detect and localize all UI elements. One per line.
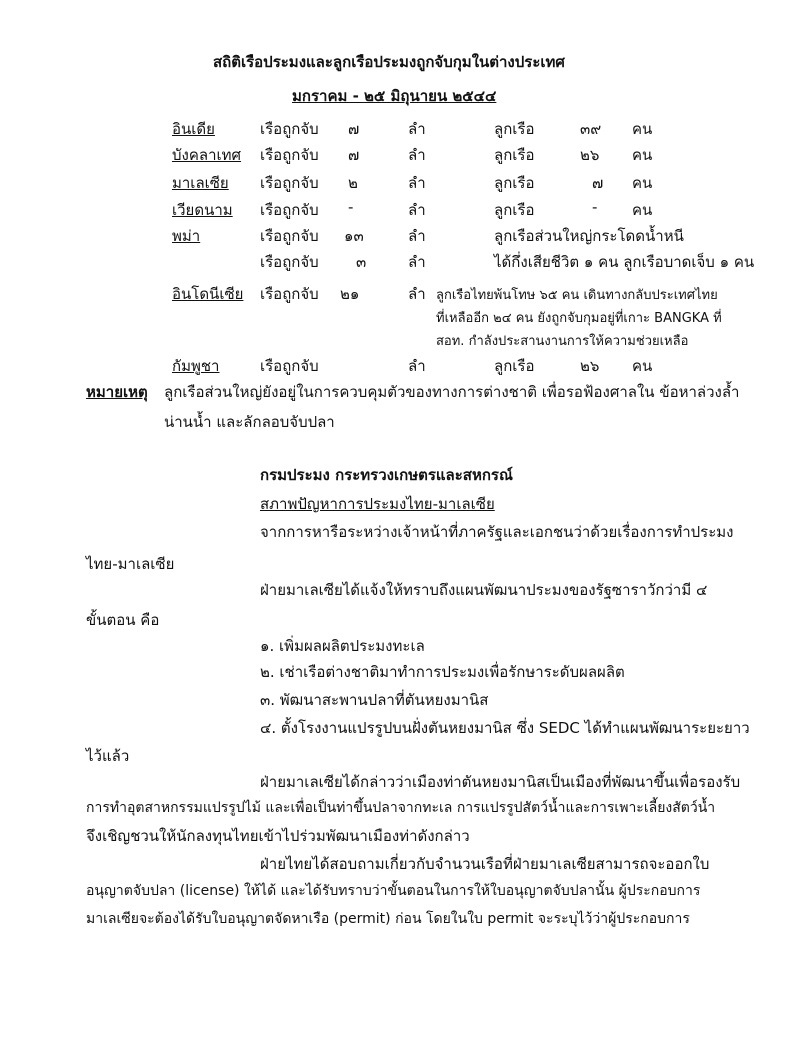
- crew-unit: คน: [632, 201, 653, 219]
- paragraph-line: จึงเชิญชวนให้นักลงทุนไทยเข้าไปร่วมพัฒนาเมืองท่าดังกล่าว: [86, 827, 470, 845]
- seized-label: เรือถูกจับ: [260, 285, 319, 303]
- boats-unit: ลำ: [408, 357, 426, 375]
- seized-label: เรือถูกจับ: [260, 201, 319, 219]
- crew-count: ๓๙: [580, 120, 602, 138]
- section-title: สภาพปัญหาการประมงไทย-มาเลเซีย: [260, 495, 495, 513]
- country-label: บังคลาเทศ: [172, 146, 242, 164]
- seized-label: เรือถูกจับ: [260, 227, 319, 245]
- boats-unit: ลำ: [408, 120, 426, 138]
- list-item: ๑. เพิ่มผลผลิตประมงทะเล: [260, 637, 425, 655]
- boats-unit: ลำ: [408, 174, 426, 192]
- paragraph-line: มาเลเซียจะต้องได้รับใบอนุญาตจัดหาเรือ (permit) ก่อน โดยในใบ permit จะระบุไว้ว่าผู้ประกอบการ: [86, 911, 690, 927]
- boats-unit: ลำ: [408, 201, 426, 219]
- crew-note-line: ที่เหลืออีก ๒๔ คน ยังถูกจับกุมอยู่ที่เกาะ BANGKA ที่: [436, 311, 722, 326]
- crew-label: ลูกเรือ: [494, 146, 535, 164]
- crew-count: ๗: [592, 174, 604, 192]
- crew-count: ๒๖: [580, 357, 600, 375]
- remark-line: น่านน้ำ และลักลอบจับปลา: [164, 413, 335, 431]
- country-label: อินเดีย: [172, 120, 215, 138]
- paragraph-line: ไว้แล้ว: [86, 747, 130, 765]
- boats-count: -: [348, 198, 354, 216]
- boats-count: ๓: [356, 253, 367, 271]
- seized-label: เรือถูกจับ: [260, 146, 319, 164]
- country-label: อินโดนีเซีย: [172, 285, 244, 303]
- boats-count: ๗: [348, 146, 360, 164]
- paragraph-line: ฝ่ายไทยได้สอบถามเกี่ยวกับจำนวนเรือที่ฝ่ายมาเลเซียสามารถจะออกใบ: [260, 855, 710, 873]
- seized-label: เรือถูกจับ: [260, 357, 319, 375]
- boats-unit: ลำ: [408, 285, 426, 303]
- boats-count: ๗: [348, 120, 360, 138]
- seized-label: เรือถูกจับ: [260, 174, 319, 192]
- department-heading: กรมประมง กระทรวงเกษตรและสหกรณ์: [260, 466, 513, 484]
- crew-note: ได้กึ่งเสียชีวิต ๑ คน ลูกเรือบาดเจ็บ ๑ คน: [494, 253, 755, 271]
- paragraph-line: อนุญาตจับปลา (license) ให้ได้ และได้รับทราบว่าขั้นตอนในการให้ใบอนุญาตจับปลานั้น ผู้ประกอบการ: [86, 883, 701, 899]
- crew-unit: คน: [632, 120, 653, 138]
- crew-count: -: [592, 198, 598, 216]
- crew-unit: คน: [632, 146, 653, 164]
- boats-unit: ลำ: [408, 227, 426, 245]
- country-label: มาเลเซีย: [172, 174, 229, 192]
- list-item: ๒. เช่าเรือต่างชาติมาทำการประมงเพื่อรักษาระดับผลผลิต: [260, 663, 625, 681]
- country-label: กัมพูชา: [172, 357, 220, 375]
- boats-unit: ลำ: [408, 146, 426, 164]
- document-title: สถิติเรือประมงและลูกเรือประมงถูกจับกุมในต่างประเทศ: [213, 53, 565, 71]
- crew-note-line: สอท. กำลังประสานงานการให้ความช่วยเหลือ: [436, 334, 689, 349]
- paragraph-line: การทำอุตสาหกรรมแปรรูปไม้ และเพื่อเป็นท่าขึ้นปลาจากทะเล การแปรรูปสัตว์น้ำและการเพาะเลี้ยงสัตว์น้ำ: [86, 800, 716, 816]
- remark-line: ลูกเรือส่วนใหญ่ยังอยู่ในการควบคุมตัวของทางการต่างชาติ เพื่อรอฟ้องศาลใน ข้อหาล่วงล้ำ: [164, 383, 740, 401]
- paragraph-line: ฝ่ายมาเลเซียได้กล่าวว่าเมืองท่าตันหยงมานิสเป็นเมืองที่พัฒนาขึ้นเพื่อรองรับ: [260, 773, 741, 791]
- paragraph-line: จากการหารือระหว่างเจ้าหน้าที่ภาครัฐและเอกชนว่าด้วยเรื่องการทำประมง: [260, 523, 734, 541]
- remark-label: หมายเหตุ: [86, 383, 148, 401]
- seized-label: เรือถูกจับ: [260, 253, 319, 271]
- paragraph-line: ฝ่ายมาเลเซียได้แจ้งให้ทราบถึงแผนพัฒนาประมงของรัฐซาราวักว่ามี ๔: [260, 581, 708, 599]
- crew-count: ๒๖: [580, 146, 600, 164]
- crew-note: ลูกเรือส่วนใหญ่กระโดดน้ำหนี: [494, 227, 684, 245]
- boats-count: ๒๑: [340, 285, 360, 303]
- crew-label: ลูกเรือ: [494, 174, 535, 192]
- paragraph-line: ไทย-มาเลเซีย: [86, 555, 175, 573]
- boats-count: ๑๓: [344, 227, 364, 245]
- country-label: เวียดนาม: [172, 201, 233, 219]
- list-item: ๔. ตั้งโรงงานแปรรูปบนฝั่งตันหยงมานิส ซึ่ง SEDC ได้ทำแผนพัฒนาระยะยาว: [260, 719, 750, 737]
- period-heading: มกราคม - ๒๕ มิถุนายน ๒๕๔๔: [292, 87, 497, 105]
- crew-note-line: ลูกเรือไทยพ้นโทษ ๖๕ คน เดินทางกลับประเทศไทย: [436, 288, 718, 303]
- boats-count: ๒: [348, 174, 358, 192]
- crew-unit: คน: [632, 174, 653, 192]
- crew-unit: คน: [632, 357, 653, 375]
- crew-label: ลูกเรือ: [494, 120, 535, 138]
- crew-label: ลูกเรือ: [494, 201, 535, 219]
- country-label: พม่า: [172, 227, 201, 245]
- seized-label: เรือถูกจับ: [260, 120, 319, 138]
- crew-label: ลูกเรือ: [494, 357, 535, 375]
- list-item: ๓. พัฒนาสะพานปลาที่ตันหยงมานิส: [260, 691, 489, 709]
- paragraph-line: ขั้นตอน คือ: [86, 611, 160, 629]
- boats-unit: ลำ: [408, 253, 426, 271]
